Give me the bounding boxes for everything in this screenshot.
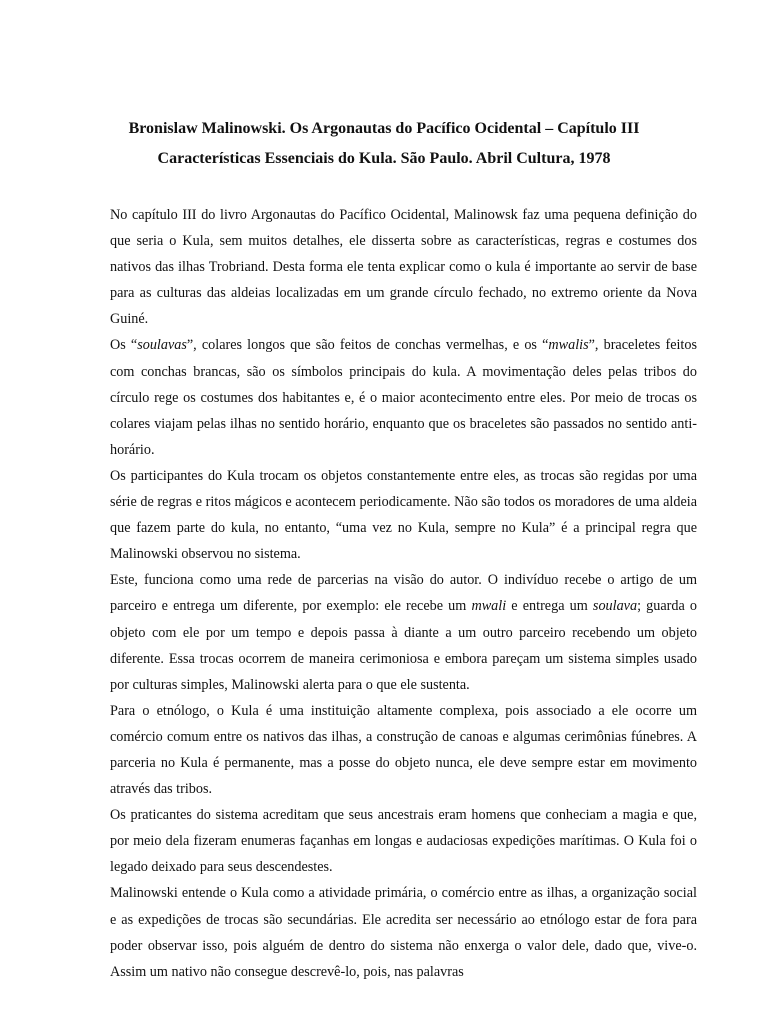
paragraph-6: Os praticantes do sistema acreditam que seus ancestrais eram homens que conheciam a magia e que, por meio dela fizeram enumeras façanhas em longas e audaciosas expedições marítimas. O Kula foi o legado deixado para seus descendestes. bbox=[110, 807, 697, 876]
paragraph-4-text-a: Este, funciona como uma rede de parcerias na visão do autor. O indivíduo recebe o artigo de um parceiro e entrega um diferente, por exemplo: ele recebe um bbox=[110, 572, 697, 615]
paragraph-4 bbox=[110, 567, 697, 697]
paragraph-7: Malinowski entende o Kula como a atividade primária, o comércio entre as ilhas, a organização social e as expedições de trocas são secundárias. Ele acredita ser necessário ao etnólogo estar de fora para poder observar isso, pois alguém de dentro do sistema não enxerga o valor dele, dado que, vive-o. Assim um nativo não consegue descrevê-lo, pois, nas palavras bbox=[110, 885, 697, 980]
paragraph-2 bbox=[110, 332, 697, 462]
term-soulavas: soulavas bbox=[137, 337, 187, 354]
paragraph-4-text-b: e entrega um bbox=[506, 598, 593, 615]
paragraph-2-text-c: ”, braceletes feitos com conchas brancas, são os símbolos principais do kula. A movimentação deles pelas tribos do círculo rege os costumes dos habitantes e, é o maior acontecimento entre eles. Por meio de trocas os colares viajam pelas ilhas no sentido horário, enquanto que os braceletes são passados no sentido anti-horário. bbox=[110, 337, 697, 458]
paragraph-2-text-b: ”, colares longos que são feitos de conchas vermelhas, e os “ bbox=[186, 337, 549, 354]
term-mwali: mwali bbox=[471, 598, 507, 615]
document-title-line-2: Características Essenciais do Kula. São Paulo. Abril Cultura, 1978 bbox=[157, 150, 611, 167]
paragraph-1: No capítulo III do livro Argonautas do Pacífico Ocidental, Malinowsk faz uma pequena definição do que seria o Kula, sem muitos detalhes, ele disserta sobre as características, regras e costumes dos nativos das ilhas Trobriand. Desta forma ele tenta explicar como o kula é importante ao servir de base para as culturas das aldeias localizadas em um grande círculo fechado, no extremo oriente da Nova Guiné. bbox=[110, 207, 697, 328]
paragraph-4-text-c: ; guarda o objeto com ele por um tempo e depois passa à diante a um outro parceiro recebendo um objeto diferente. Essa trocas ocorrem de maneira cerimoniosa e embora pareçam um sistema simples usado por culturas simples, Malinowski alerta para o que ele sustenta. bbox=[110, 598, 697, 693]
document-title-line-1: Bronislaw Malinowski. Os Argonautas do Pacífico Ocidental – Capítulo III bbox=[128, 120, 640, 137]
paragraph-3: Os participantes do Kula trocam os objetos constantemente entre eles, as trocas são regidas por uma série de regras e ritos mágicos e acontecem periodicamente. Não são todos os moradores de uma aldeia que fazem parte do kula, no entanto, “uma vez no Kula, sempre no Kula” é a principal regra que Malinowski observou no sistema. bbox=[110, 467, 697, 563]
term-soulava: soulava bbox=[592, 598, 638, 615]
term-mwalis: mwalis bbox=[548, 337, 589, 354]
paragraph-5: Para o etnólogo, o Kula é uma instituição altamente complexa, pois associado a ele ocorre um comércio comum entre os nativos das ilhas, a construção de canoas e algumas cerimônias fúnebres. A parceria no Kula é permanente, mas a posse do objeto nunca, ele deve sempre estar em movimento através das tribos. bbox=[110, 702, 697, 798]
document-body bbox=[110, 202, 697, 985]
paragraph-2-text-a: Os “ bbox=[110, 337, 138, 354]
